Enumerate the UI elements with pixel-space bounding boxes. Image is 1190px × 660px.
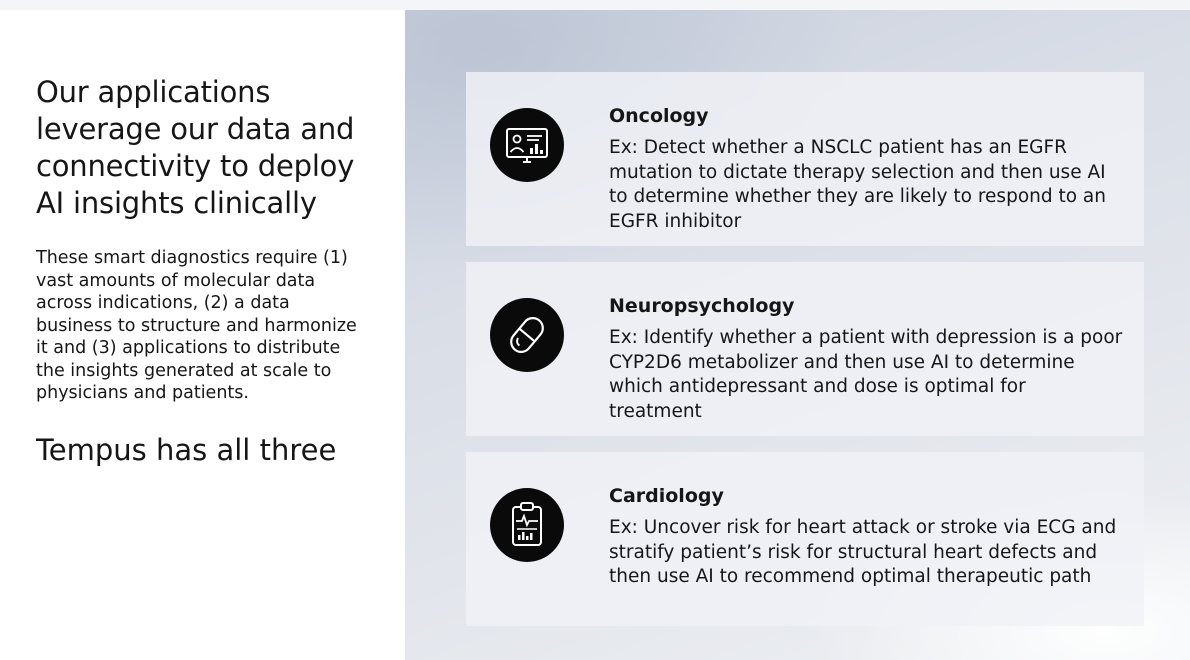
card-description: Ex: Detect whether a NSCLC patient has an EGFR mutation to dictate therapy selection and then use AI to determine whether they are likely to respond to an EGFR inhibitor: [609, 137, 1106, 232]
card-oncology: [466, 72, 1144, 246]
monitor-patient-chart-icon: [490, 108, 564, 182]
right-panel: [405, 10, 1190, 660]
card-title: Oncology: [609, 105, 709, 127]
slide: [0, 10, 1190, 660]
card-title: Cardiology: [609, 485, 724, 507]
card-cardiology: [466, 452, 1144, 626]
card-description: Ex: Uncover risk for heart attack or stroke via ECG and stratify patient’s risk for structural heart defects and then use AI to recommend optimal therapeutic path: [609, 517, 1117, 587]
card-title: Neuropsychology: [609, 295, 795, 317]
pill-capsule-icon: [490, 298, 564, 372]
headline: Our applications leverage our data and connectivity to deploy AI insights clinically: [36, 75, 355, 220]
clipboard-ecg-icon: [490, 488, 564, 562]
card-description: Ex: Identify whether a patient with depression is a poor CYP2D6 metabolizer and then use AI to determine which antidepressant and dose is optimal for treatment: [609, 327, 1123, 422]
body-text: These smart diagnostics require (1) vast amounts of molecular data across indications, (2) a data business to structure and harmonize it and (3) applications to distribute the insights generated at scale to physicians and patients.: [36, 248, 357, 403]
left-panel: [36, 74, 366, 468]
tagline: Tempus has all three: [36, 432, 337, 467]
card-neuropsychology: [466, 262, 1144, 436]
